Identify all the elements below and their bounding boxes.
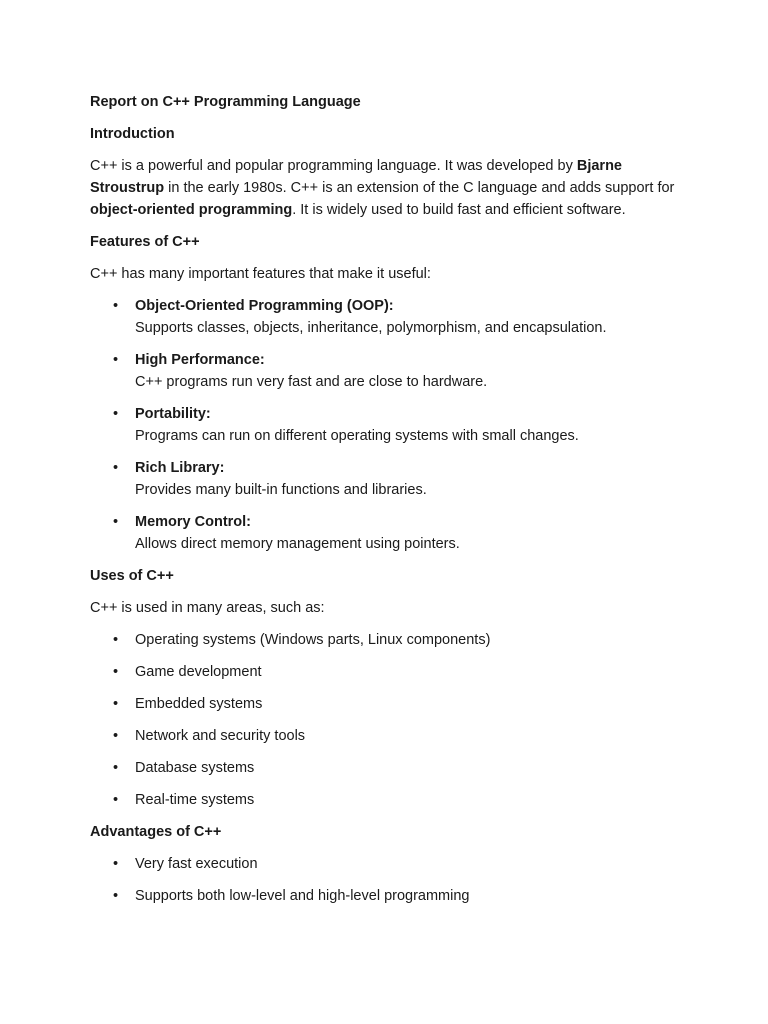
list-item: [90, 789, 680, 811]
features-list: [90, 295, 680, 555]
feature-label: Memory Control:: [135, 514, 251, 530]
advantages-list: [90, 853, 680, 907]
bullet-icon: •: [113, 406, 119, 422]
list-item: [90, 757, 680, 779]
use-text: Real-time systems: [135, 792, 255, 808]
list-item: [90, 885, 680, 907]
bullet-icon: •: [113, 632, 119, 648]
feature-desc: Programs can run on different operating systems with small changes.: [135, 428, 579, 444]
feature-desc: Supports classes, objects, inheritance, polymorphism, and encapsulation.: [135, 320, 607, 336]
intro-text-3: . It is widely used to build fast and efficient software.: [292, 202, 626, 218]
feature-label: Rich Library:: [135, 460, 225, 476]
feature-label: Object-Oriented Programming (OOP):: [135, 298, 394, 314]
list-item: [90, 403, 680, 447]
advantage-text: Supports both low-level and high-level programming: [135, 888, 470, 904]
intro-text-2: in the early 1980s. C++ is an extension of the C language and adds support for: [164, 180, 675, 196]
list-item: [90, 853, 680, 875]
list-item: [90, 629, 680, 651]
features-lead: C++ has many important features that make it useful:: [90, 266, 431, 282]
bullet-icon: •: [113, 460, 119, 476]
bullet-icon: •: [113, 664, 119, 680]
list-item: [90, 457, 680, 501]
advantage-text: Very fast execution: [135, 856, 258, 872]
intro-bold-2: object-oriented programming: [90, 202, 293, 218]
feature-desc: Allows direct memory management using pointers.: [135, 536, 460, 552]
bullet-icon: •: [113, 352, 119, 368]
feature-desc: Provides many built-in functions and libraries.: [135, 482, 427, 498]
list-item: [90, 661, 680, 683]
bullet-icon: •: [113, 696, 119, 712]
list-item: [90, 295, 680, 339]
use-text: Network and security tools: [135, 728, 306, 744]
intro-text-1: C++ is a powerful and popular programming language. It was developed by: [90, 158, 577, 174]
bullet-icon: •: [113, 888, 119, 904]
bullet-icon: •: [113, 514, 119, 530]
uses-list: [90, 629, 680, 811]
use-text: Game development: [135, 664, 262, 680]
uses-lead: C++ is used in many areas, such as:: [90, 600, 325, 616]
bullet-icon: •: [113, 728, 119, 744]
uses-heading: Uses of C++: [90, 568, 174, 584]
list-item: [90, 693, 680, 715]
bullet-icon: •: [113, 792, 119, 808]
list-item: [90, 511, 680, 555]
feature-label: Portability:: [135, 406, 211, 422]
document-page: [90, 91, 680, 917]
list-item: [90, 349, 680, 393]
feature-desc: C++ programs run very fast and are close to hardware.: [135, 374, 488, 390]
list-item: [90, 725, 680, 747]
use-text: Embedded systems: [135, 696, 263, 712]
bullet-icon: •: [113, 298, 119, 314]
bullet-icon: •: [113, 760, 119, 776]
document-title: Report on C++ Programming Language: [90, 94, 361, 110]
use-text: Operating systems (Windows parts, Linux components): [135, 632, 491, 648]
intro-bold-1: Bjarne Stroustrup: [90, 158, 622, 196]
intro-paragraph: [90, 155, 680, 221]
feature-label: High Performance:: [135, 352, 265, 368]
intro-heading: Introduction: [90, 126, 175, 142]
advantages-heading: Advantages of C++: [90, 824, 222, 840]
use-text: Database systems: [135, 760, 255, 776]
bullet-icon: •: [113, 856, 119, 872]
features-heading: Features of C++: [90, 234, 200, 250]
